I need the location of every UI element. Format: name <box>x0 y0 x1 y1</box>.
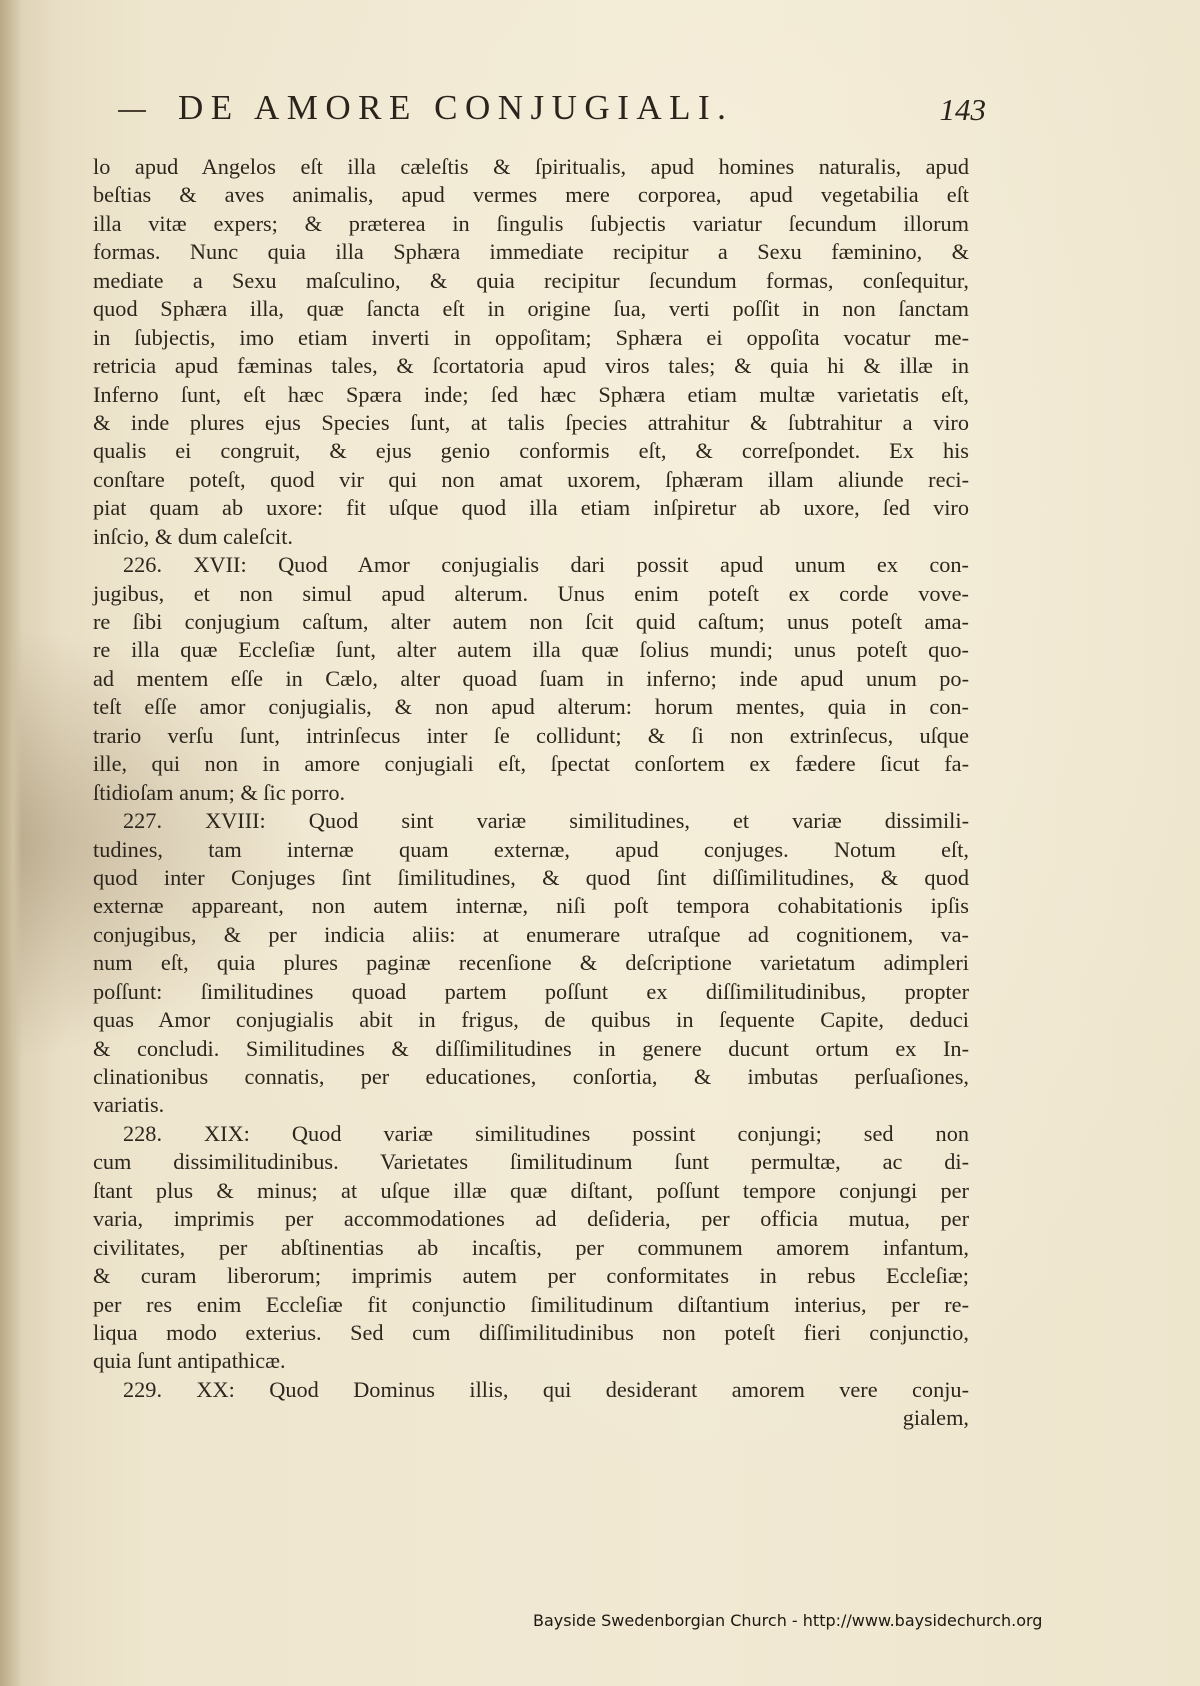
text-line: ille, qui non in amore conjugiali eſt, ſpectat conſortem ex fædere ſicut fa- <box>93 751 969 777</box>
text-line: piat quam ab uxore: fit uſque quod illa etiam inſpiretur ab uxore, ſed viro <box>93 495 969 521</box>
text-line: ſtant plus & minus; at uſque illæ quæ diſtant, poſſunt tempore conjungi per <box>93 1177 969 1203</box>
text-line: variatis. <box>93 1092 165 1118</box>
page-number: 143 <box>939 92 986 127</box>
text-line: conjugibus, & per indicia aliis: at enumerare utraſque ad cognitionem, va- <box>93 921 969 947</box>
text-line: clinationibus connatis, per educationes, conſortia, & imbutas perſuaſiones, <box>93 1064 969 1089</box>
text-line: & inde plures ejus Species ſunt, at talis ſpecies attrahitur & ſubtrahitur a viro <box>93 409 969 435</box>
running-header <box>118 88 986 132</box>
text-line: poſſunt: ſimilitudines quoad partem poſſunt ex diſſimilitudinibus, propter <box>93 978 969 1004</box>
body-text <box>93 153 969 1433</box>
text-line: mediate a Sexu maſculino, & quia recipitur ſecundum formas, conſequitur, <box>93 267 969 293</box>
text-line: Inferno ſunt, eſt hæc Spæra inde; ſed hæc Sphæra etiam multæ varietatis eſt, <box>93 381 969 407</box>
text-line: teſt eſſe amor conjugialis, & non apud alterum: horum mentes, quia in con- <box>93 694 969 720</box>
text-line: 228. XIX: Quod variæ similitudines possint conjungi; sed non <box>123 1120 969 1146</box>
footer-credit: Bayside Swedenborgian Church - http://www.baysidechurch.org <box>533 1611 1043 1630</box>
text-line: 227. XVIII: Quod sint variæ similitudines, et variæ dissimili- <box>123 808 969 834</box>
text-line: lo apud Angelos eſt illa cæleſtis & ſpiritualis, apud homines naturalis, apud <box>93 154 969 179</box>
text-line: per res enim Eccleſiæ fit conjunctio ſimilitudinum diſtantium interius, per re- <box>93 1291 969 1317</box>
text-line: & curam liberorum; imprimis autem per conformitates in rebus Eccleſiæ; <box>93 1263 969 1289</box>
text-line: num eſt, quia plures paginæ recenſione & deſcriptione varietatum adimpleri <box>93 950 969 976</box>
text-line: gialem, <box>902 1405 969 1431</box>
text-line: & concludi. Similitudines & diſſimilitudines in genere ducunt ortum ex In- <box>93 1035 969 1061</box>
text-line: varia, imprimis per accommodationes ad deſideria, per officia mutua, per <box>93 1206 969 1232</box>
text-line: illa vitæ expers; & præterea in ſingulis ſubjectis variatur ſecundum illorum <box>93 210 969 236</box>
text-line: in ſubjectis, imo etiam inverti in oppoſitam; Sphæra ei oppoſita vocatur me- <box>93 324 969 350</box>
text-line: beſtias & aves animalis, apud vermes mere corporea, apud vegetabilia eſt <box>93 182 969 208</box>
text-line: conſtare poteſt, quod vir qui non amat uxorem, ſphæram illam aliunde reci- <box>93 466 969 492</box>
text-line: ſtidioſam anum; & ſic porro. <box>93 779 346 805</box>
text-line: jugibus, et non simul apud alterum. Unus enim poteſt ex corde vove- <box>93 580 969 606</box>
text-line: re illa quæ Eccleſiæ ſunt, alter autem illa quæ ſolius mundi; unus poteſt quo- <box>93 637 969 663</box>
text-line: 229. XX: Quod Dominus illis, qui desiderant amorem vere conju- <box>123 1376 969 1402</box>
text-line: qualis ei congruit, & ejus genio conformis eſt, & correſpondet. Ex his <box>93 438 969 464</box>
text-line: externæ appareant, non autem internæ, niſi poſt tempora cohabitationis ipſis <box>93 893 969 919</box>
text-line: liqua modo exterius. Sed cum diſſimilitudinibus non poteſt fieri conjunctio, <box>93 1319 969 1345</box>
text-line: formas. Nunc quia illa Sphæra immediate recipitur a Sexu fæminino, & <box>93 239 969 265</box>
text-line: quas Amor conjugialis abit in frigus, de quibus in ſequente Capite, deduci <box>93 1007 969 1033</box>
text-line: inſcio, & dum caleſcit. <box>93 523 293 549</box>
text-line: quod Sphæra illa, quæ ſancta eſt in origine ſua, verti poſſit in non ſanctam <box>93 296 969 322</box>
text-line: cum dissimilitudinibus. Varietates ſimilitudinum ſunt permultæ, ac di- <box>93 1149 969 1175</box>
running-title: DE AMORE CONJUGIALI. <box>178 88 734 127</box>
text-line: tudines, tam internæ quam externæ, apud conjuges. Notum eſt, <box>93 836 969 862</box>
text-line: civilitates, per abſtinentias ab incaſtis, per communem amorem infantum, <box>93 1234 969 1260</box>
text-line: retricia apud fæminas tales, & ſcortatoria apud viros tales; & quia hi & illæ in <box>93 353 969 379</box>
text-line: trario verſu ſunt, intrinſecus inter ſe collidunt; & ſi non extrinſecus, uſque <box>93 722 969 748</box>
text-line: quia ſunt antipathicæ. <box>93 1348 286 1374</box>
text-line: re ſibi conjugium caſtum, alter autem non ſcit quid caſtum; unus poteſt ama- <box>93 609 969 634</box>
page-binding-edge <box>0 0 22 1686</box>
text-line: quod inter Conjuges ſint ſimilitudines, & quod ſint diſſimilitudines, & quod <box>93 864 969 890</box>
text-line: ad mentem eſſe in Cælo, alter quoad ſuam in inferno; inde apud unum po- <box>93 665 969 691</box>
text-line: 226. XVII: Quod Amor conjugialis dari possit apud unum ex con- <box>123 552 969 578</box>
header-dash <box>118 110 146 112</box>
